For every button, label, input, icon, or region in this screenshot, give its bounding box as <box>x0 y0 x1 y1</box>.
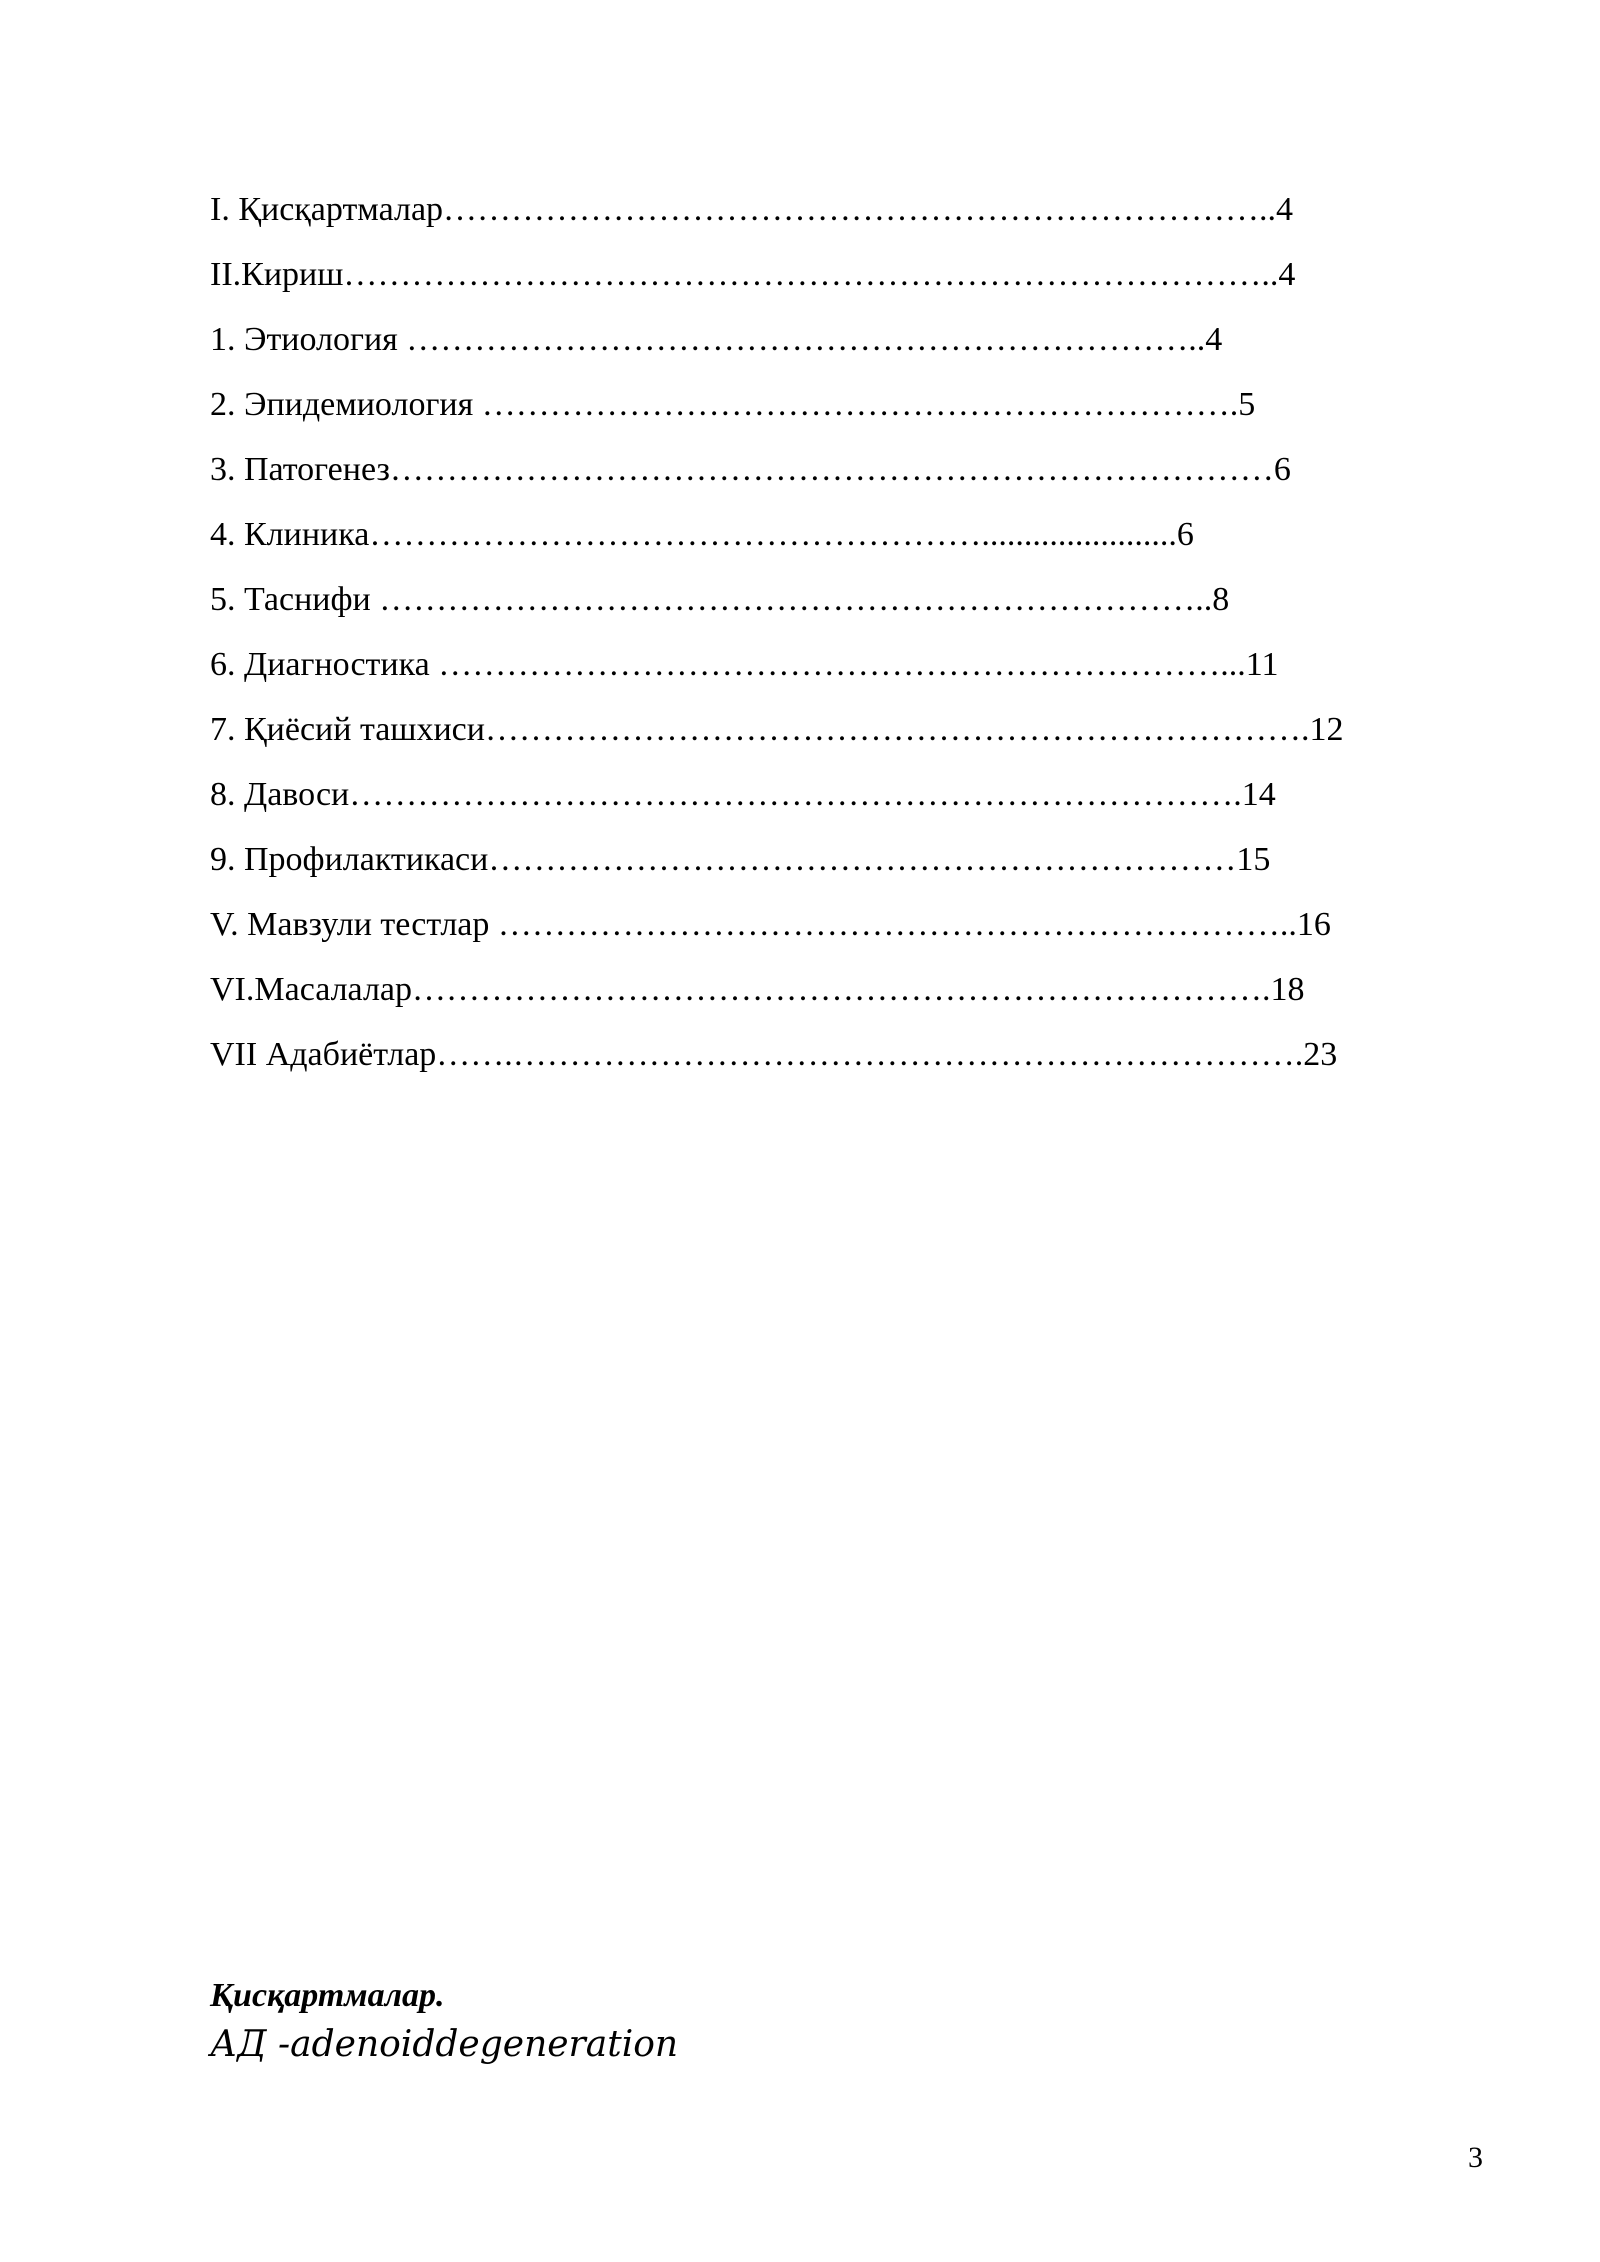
abbreviation-item: АД -adenoiddegeneration <box>210 2024 679 2065</box>
toc-entry-classification: 5. Таснифи ………………………………………………………………..8 <box>210 581 1230 618</box>
toc-entry-problems: VI.Масалалар………………………………………………………………….18 <box>210 971 1305 1008</box>
toc-entry-etiology: 1. Этиология ……………………………………………………………..4 <box>210 321 1223 358</box>
toc-entry-epidemiology: 2. Эпидемиология ………………………………………………………….5 <box>210 386 1256 423</box>
page-number: 3 <box>1468 2141 1483 2174</box>
toc-entry-differential-diagnosis: 7. Қиёсий ташхиси……………………………………………………………….12 <box>210 711 1344 748</box>
toc-entry-prevention: 9. Профилактикаси…………………………………………………………15 <box>210 841 1271 878</box>
abbreviations-section <box>210 1975 678 2071</box>
toc-entry-literature: VII Адабиётлар…….…………………………………………………………….23 <box>210 1036 1338 1073</box>
toc-entry-introduction: II.Кириш………………………………………………………………………..4 <box>210 256 1296 293</box>
toc-entry-abbreviations: I. Қисқартмалар………………………………………………………………..4 <box>210 191 1294 228</box>
table-of-contents <box>210 190 1510 1100</box>
abbreviations-heading: Қисқартмалар. <box>210 1977 445 2014</box>
toc-entry-clinic: 4. Клиника……………………………………………….......................6 <box>210 516 1194 553</box>
toc-entry-diagnostics: 6. Диагностика ……………………………………………………………...11 <box>210 646 1279 683</box>
toc-entry-pathogenesis: 3. Патогенез……………………………………………………………………6 <box>210 451 1291 488</box>
toc-entry-tests: V. Мавзули тестлар ……………………………………………………………..16 <box>210 906 1331 943</box>
toc-entry-treatment: 8. Давоси…………………………………………………………………….14 <box>210 776 1276 813</box>
